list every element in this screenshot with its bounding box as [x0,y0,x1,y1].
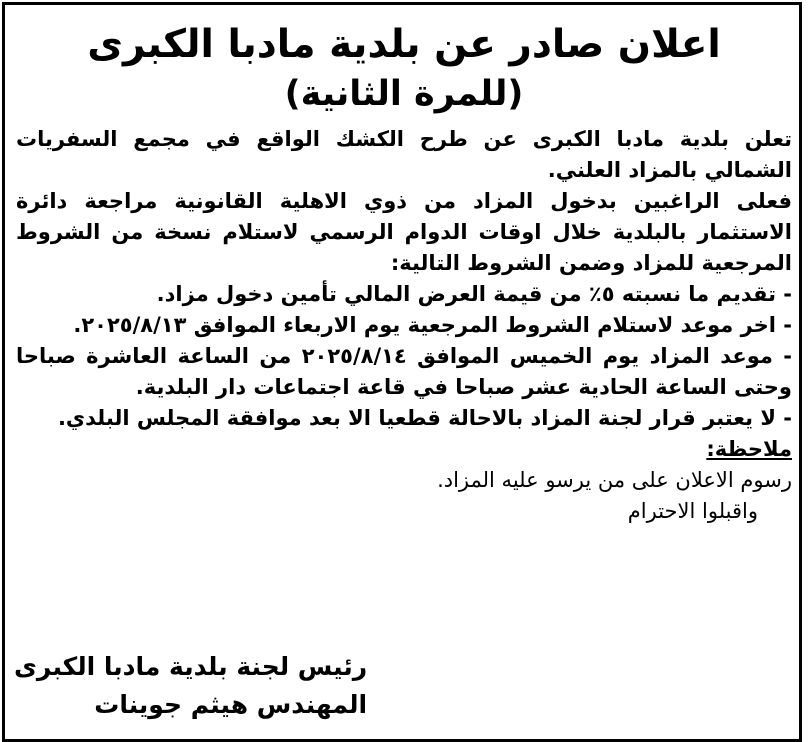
condition-deposit: - تقديم ما نسبته ٥٪ من قيمة العرض المالي تأمين دخول مزاد. [156,282,792,306]
note-label: ملاحظة: [706,437,792,461]
intro-paragraph: تعلن بلدية مادبا الكبرى عن طرح الكشك الواقع في مجمع السفريات الشمالي بالمزاد العلني. [16,127,792,182]
instructions-paragraph: فعلى الراغبين بدخول المزاد من ذوي الاهلية القانونية مراجعة دائرة الاستثمار بالبلدية خلال اوقات الدوام الرسمي لاستلام نسخة من الشروط المرجعية للمزاد وضمن الشروط التالية: [16,189,792,275]
announcement-subtitle: (للمرة الثانية) [284,74,524,114]
condition-deadline: - اخر موعد لاستلام الشروط المرجعية يوم الاربعاء الموافق ٢٠٢٥/٨/١٣. [73,313,792,337]
signature-title: رئيس لجنة بلدية مادبا الكبرى [14,652,368,681]
condition-auction-date: - موعد المزاد يوم الخميس الموافق ٢٠٢٥/٨/١٤ من الساعة العاشرة صباحا وحتى الساعة الحادية عشر صباحا في قاعة اجتماعات دار البلدية. [16,344,792,399]
closing-regards: واقبلوا الاحترام [627,499,758,523]
announcement-title: اعلان صادر عن بلدية مادبا الكبرى [87,22,721,67]
signature-name: المهندس هيثم جوينات [94,690,368,719]
condition-approval: - لا يعتبر قرار لجنة المزاد بالاحالة قطعيا الا بعد موافقة المجلس البلدي. [57,406,792,430]
note-text: رسوم الاعلان على من يرسو عليه المزاد. [437,468,792,492]
signature-block [14,648,367,724]
announcement-body [16,20,792,545]
